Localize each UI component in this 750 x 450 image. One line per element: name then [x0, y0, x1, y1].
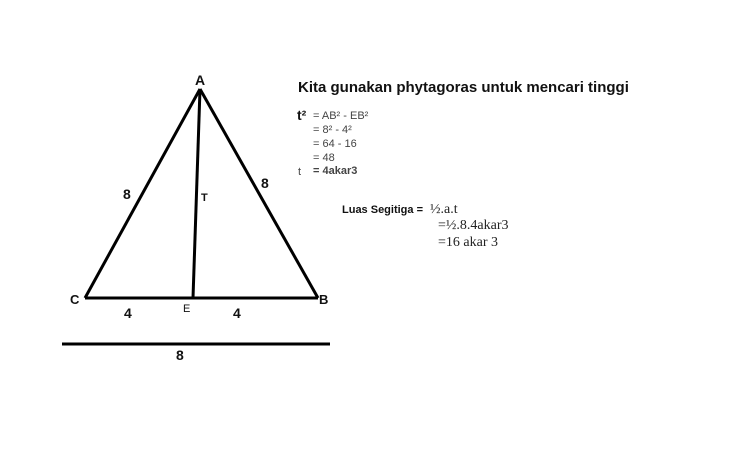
- area-line3: =16 akar 3: [438, 235, 498, 250]
- explanation-title: Kita gunakan phytagoras untuk mencari tinggi: [298, 79, 629, 96]
- area-line1: ½.a.t: [430, 202, 458, 217]
- calc-line3: = 64 - 16: [313, 138, 357, 150]
- height-label-t: T: [201, 192, 208, 204]
- calc-line5: = 4akar3: [313, 165, 358, 177]
- side-label-ab: 8: [261, 175, 269, 191]
- side-label-ac: 8: [123, 186, 131, 202]
- area-line2: =½.8.4akar3: [438, 218, 509, 233]
- point-label-e: E: [183, 303, 191, 315]
- height-ae: [193, 89, 200, 298]
- calc-line5-prefix: t: [298, 166, 302, 178]
- area-label: Luas Segitiga =: [342, 204, 423, 216]
- side-ac: [85, 89, 200, 298]
- vertex-label-c: C: [70, 292, 80, 307]
- calc-line4: = 48: [313, 152, 335, 164]
- calc-line1-prefix: t²: [297, 107, 307, 123]
- vertex-label-b: B: [319, 292, 329, 307]
- segment-label-ce: 4: [124, 305, 132, 321]
- base-total-label: 8: [176, 347, 184, 363]
- calc-line1: = AB² - EB²: [313, 110, 369, 122]
- calc-line2: = 8² - 4²: [313, 124, 352, 136]
- vertex-label-a: A: [195, 72, 206, 88]
- segment-label-eb: 4: [233, 305, 241, 321]
